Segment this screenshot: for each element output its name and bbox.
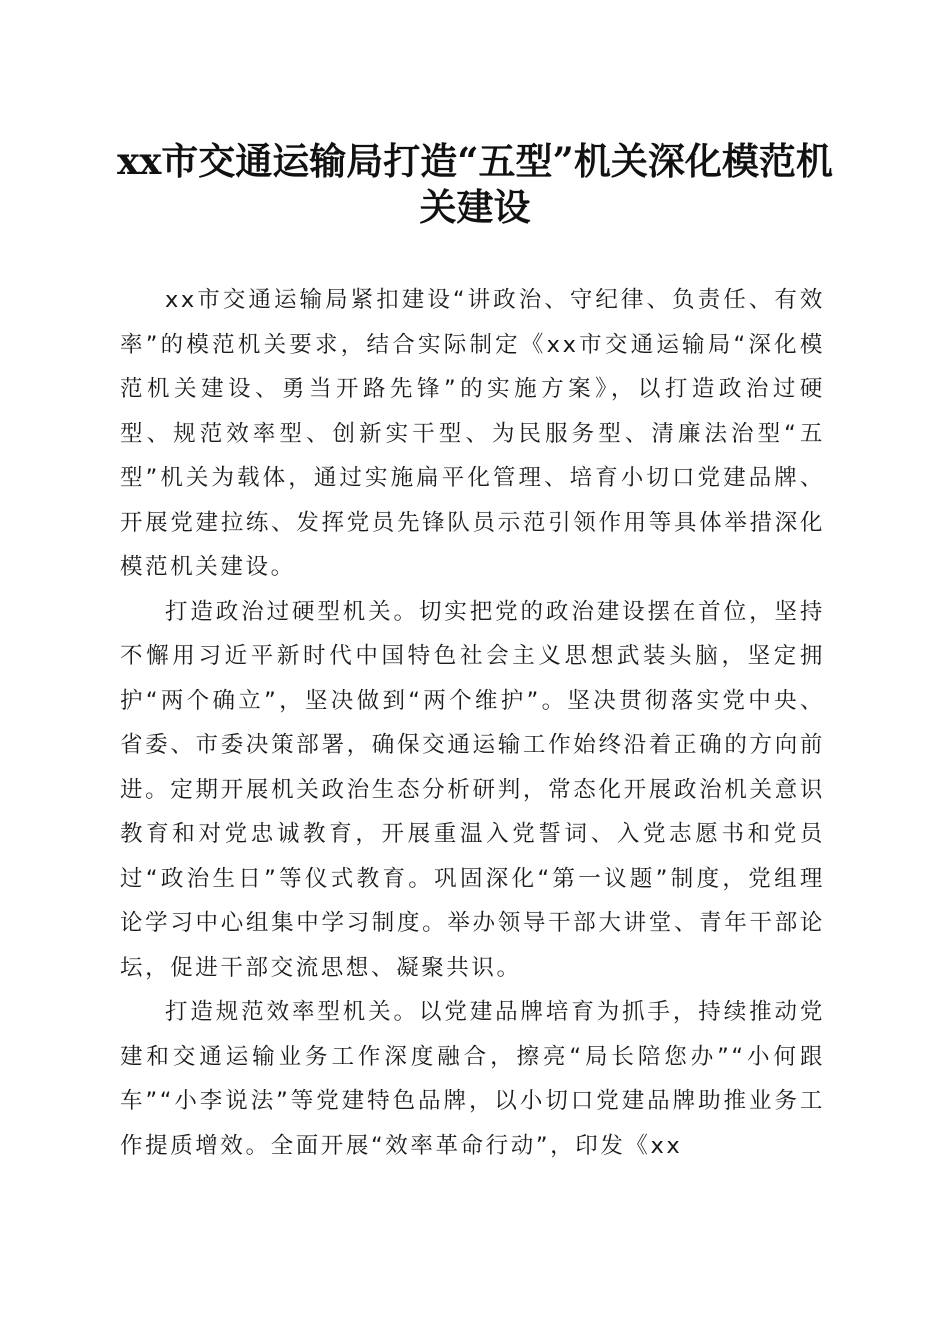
- paragraph-efficiency: 打造规范效率型机关。以党建品牌培育为抓手，持续推动党建和交通运输业务工作深度融合，擦亮“局长陪您办”“小何跟车”“小李说法”等党建特色品牌，以小切口党建品牌助推业务工作提质增效。全面开展“效率革命行动”，印发《xx: [120, 999, 825, 1159]
- document-title: xx市交通运输局打造“五型”机关深化模范机关建设: [117, 139, 833, 229]
- paragraph-intro: xx市交通运输局紧扣建设“讲政治、守纪律、负责任、有效率”的模范机关要求，结合实际制定《xx市交通运输局“深化模范机关建设、勇当开路先锋”的实施方案》，以打造政治过硬型、规范效率型、创新实干型、为民服务型、清廉法治型“五型”机关为载体，通过实施扁平化管理、培育小切口党建品牌、开展党建拉练、发挥党员先锋队员示范引领作用等具体举措深化模范机关建设。: [120, 287, 825, 580]
- document-body: [120, 278, 825, 1168]
- paragraph-political: 打造政治过硬型机关。切实把党的政治建设摆在首位，坚持不懈用习近平新时代中国特色社会主义思想武装头脑，坚定拥护“两个确立”，坚决做到“两个维护”。坚决贯彻落实党中央、省委、市委决策部署，确保交通运输工作始终沿着正确的方向前进。定期开展机关政治生态分析研判，常态化开展政治机关意识教育和对党忠诚教育，开展重温入党誓词、入党志愿书和党员过“政治生日”等仪式教育。巩固深化“第一议题”制度，党组理论学习中心组集中学习制度。举办领导干部大讲堂、青年干部论坛，促进干部交流思想、凝聚共识。: [120, 598, 825, 981]
